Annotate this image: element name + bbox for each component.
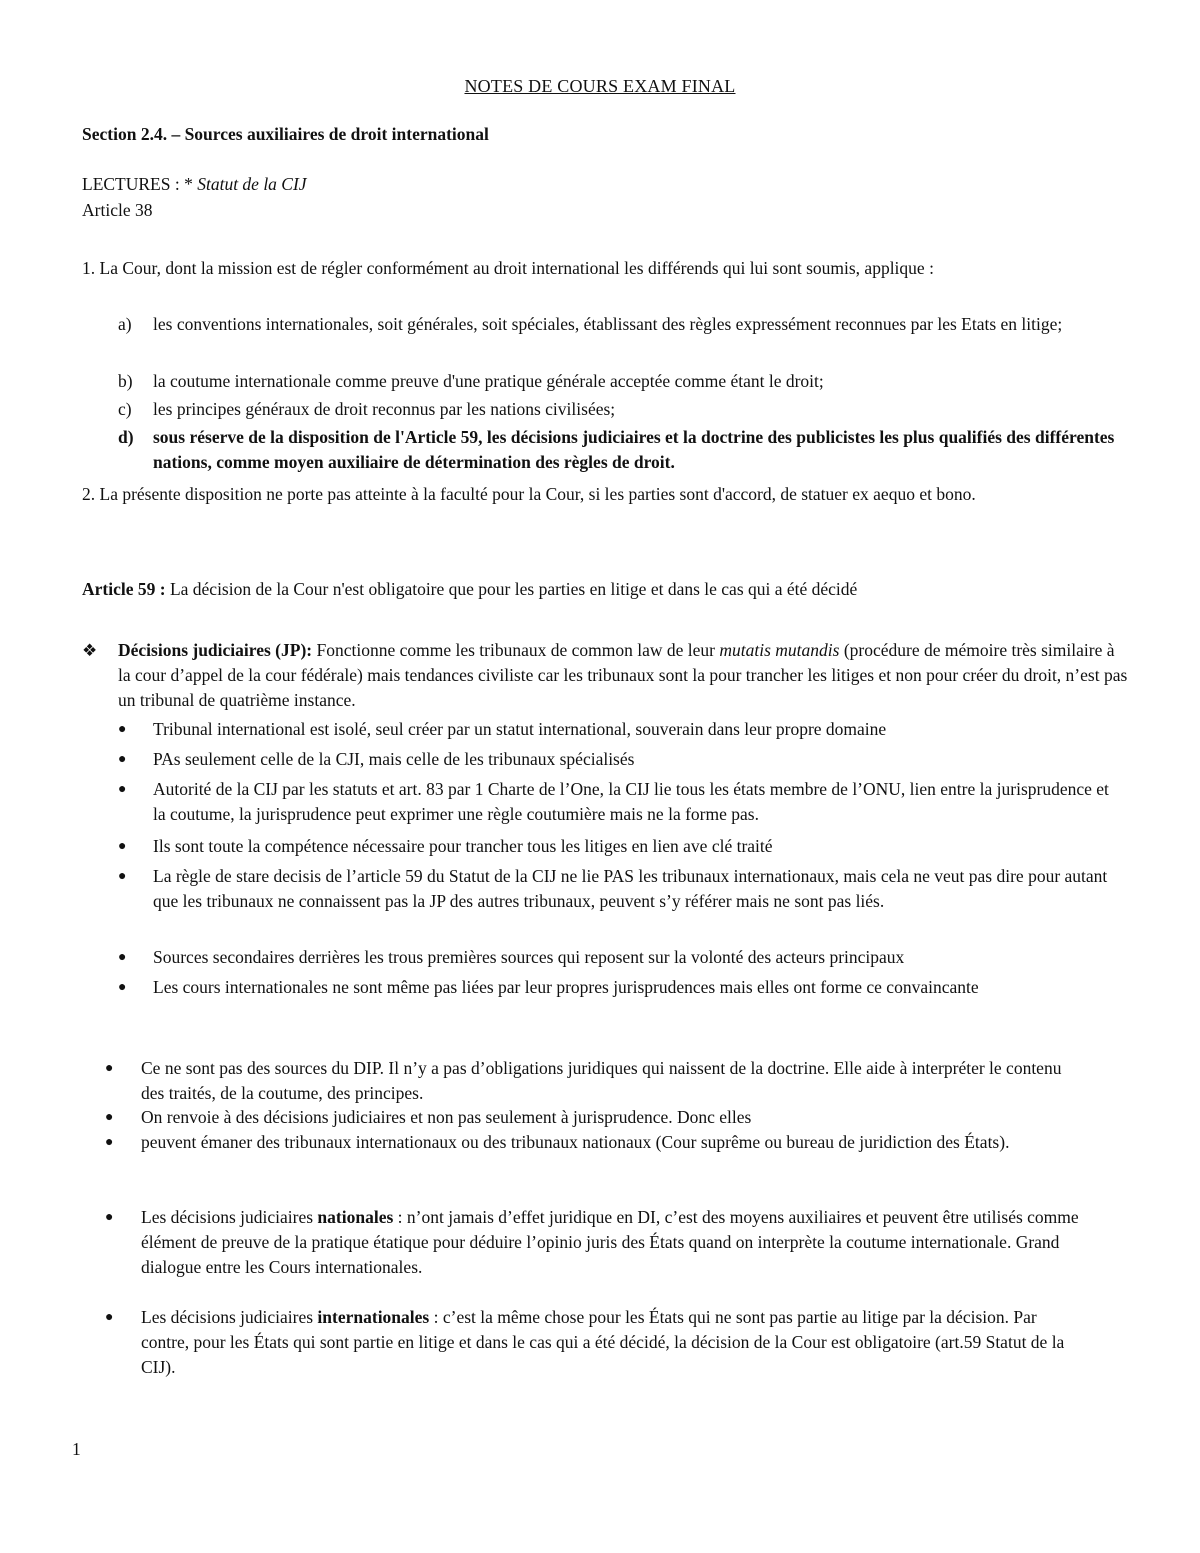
bullet-text: Ils sont toute la compétence nécessaire pour trancher tous les litiges en lien ave clé traité (153, 836, 773, 856)
diamond-bullet-icon: ❖ (82, 641, 98, 660)
item-marker: b) (118, 371, 133, 391)
lectures-line (82, 172, 1132, 197)
article38-paragraph-2: 2. La présente disposition ne porte pas atteinte à la faculté pour la Cour, si les parties sont d'accord, de statuer ex aequo et bono. (82, 484, 976, 504)
bullet-text (141, 1305, 1085, 1380)
bullet-icon: ● (118, 752, 127, 767)
bullet-text: On renvoie à des décisions judiciaires et non pas seulement à jurisprudence. Donc elles (141, 1107, 752, 1127)
lectures-work: Statut de la CIJ (197, 174, 307, 194)
article38-heading: Article 38 (82, 200, 153, 220)
item-text: les principes généraux de droit reconnus par les nations civilisées; (153, 399, 616, 419)
bullet-icon: ● (105, 1310, 114, 1325)
item-text: les conventions internationales, soit générales, soit spéciales, établissant des règles expressément reconnues par les Etats en litige; (153, 314, 1063, 334)
bullet-text: Autorité de la CIJ par les statuts et art. 83 par 1 Charte de l’One, la CIJ lie tous les états membre de l’ONU, lien entre la jurisprudence et la coutume, la jurisprudence peut exprimer une règle coutumière mais ne la forme pas. (153, 779, 1109, 824)
article38-item-c (118, 397, 1128, 422)
bullet-text (141, 1205, 1085, 1280)
decisions-bullet (118, 777, 1118, 827)
decisions-text-cont: (procédure de mémoire très similaire à la cour d’appel de la cour fédérale) mais tendances civiliste car les tribunaux sont la pour trancher les litiges et non pour créer du droit, n’est pas un tribunal de quatrième instance. (118, 640, 1128, 710)
bullet-icon: ● (118, 950, 127, 965)
article38-item-d (118, 425, 1128, 475)
article59-line (82, 577, 1132, 602)
bullet-icon: ● (105, 1135, 114, 1150)
nationales-bullet (105, 1205, 1085, 1280)
article59-label: Article 59 : (82, 579, 166, 599)
doctrine-bullet (105, 1130, 1085, 1155)
article38-paragraph-1: 1. La Cour, dont la mission est de régler conformément au droit international les différends qui lui sont soumis, applique : (82, 258, 934, 278)
internationales-after: : c’est la même chose pour les États qui ne sont pas partie au litige par la décision. Par contre, pour les États qui sont partie en litige et dans le cas qui a été décidé, la décision de la Cour est obligatoire (art.59 Statut de la CIJ). (141, 1307, 1065, 1377)
decisions-paragraph (118, 638, 1130, 713)
bullet-icon: ● (118, 980, 127, 995)
nationales-bold: nationales (317, 1207, 394, 1227)
section-heading: Section 2.4. – Sources auxiliaires de droit international (82, 124, 489, 144)
article59-text: La décision de la Cour n'est obligatoire que pour les parties en litige et dans le cas qui a été décidé (165, 579, 858, 599)
bullet-text: Sources secondaires derrières les trous premières sources qui reposent sur la volonté des acteurs principaux (153, 947, 905, 967)
bullet-icon: ● (118, 839, 127, 854)
decisions-italic: mutatis mutandis (719, 640, 840, 660)
lectures-label: LECTURES : * (82, 174, 198, 194)
decisions-bullet (118, 717, 1118, 742)
page-number: 1 (72, 1439, 81, 1459)
internationales-before: Les décisions judiciaires (141, 1307, 318, 1327)
bullet-text: PAs seulement celle de la CJI, mais celle de les tribunaux spécialisés (153, 749, 635, 769)
bullet-text: Ce ne sont pas des sources du DIP. Il n’y a pas d’obligations juridiques qui naissent de la doctrine. Elle aide à interpréter le contenu des traités, de la coutume, des principes. (141, 1058, 1062, 1103)
doctrine-bullet (105, 1105, 1085, 1130)
article38-item-b (118, 369, 1128, 394)
article38-item-a (118, 312, 1128, 337)
nationales-after: : n’ont jamais d’effet juridique en DI, c’est des moyens auxiliaires et peuvent être utilisés comme élément de preuve de la pratique étatique pour déduire l’opinio juris des États quand on interprète la coutume internationale. Grand dialogue entre les Cours internationales. (141, 1207, 1079, 1277)
doctrine-bullet (105, 1056, 1085, 1106)
item-text: la coutume internationale comme preuve d'une pratique générale acceptée comme étant le droit; (153, 371, 824, 391)
decisions-bullet (118, 975, 1118, 1000)
decisions-text: Fonctionne comme les tribunaux de common law de leur (312, 640, 720, 660)
decisions-label: Décisions judiciaires (JP): (118, 640, 313, 660)
bullet-text: Les cours internationales ne sont même pas liées par leur propres jurisprudences mais elles ont forme ce convaincante (153, 977, 979, 997)
bullet-icon: ● (118, 722, 127, 737)
bullet-icon: ● (105, 1210, 114, 1225)
bullet-icon: ● (118, 782, 127, 797)
bullet-text: Tribunal international est isolé, seul créer par un statut international, souverain dans leur propre domaine (153, 719, 887, 739)
bullet-icon: ● (118, 869, 127, 884)
nationales-before: Les décisions judiciaires (141, 1207, 318, 1227)
internationales-bullet (105, 1305, 1085, 1380)
decisions-bullet (118, 945, 1118, 970)
item-marker: c) (118, 399, 132, 419)
item-marker: a) (118, 314, 132, 334)
document-title: NOTES DE COURS EXAM FINAL (464, 76, 736, 96)
bullet-icon: ● (105, 1061, 114, 1076)
decisions-bullet (118, 864, 1118, 914)
bullet-icon: ● (105, 1110, 114, 1125)
bullet-text: La règle de stare decisis de l’article 59 du Statut de la CIJ ne lie PAS les tribunaux internationaux, mais cela ne veut pas dire pour autant que les tribunaux ne connaissent pas la JP des autres tribunaux, peuvent s’y référer mais ne sont pas liés. (153, 866, 1108, 911)
internationales-bold: internationales (317, 1307, 430, 1327)
decisions-bullet (118, 747, 1118, 772)
bullet-text: peuvent émaner des tribunaux internationaux ou des tribunaux nationaux (Cour suprême ou bureau de juridiction des États). (141, 1132, 1010, 1152)
decisions-bullet (118, 834, 1118, 859)
item-marker: d) (118, 427, 134, 447)
item-text: sous réserve de la disposition de l'Article 59, les décisions judiciaires et la doctrine des publicistes les plus qualifiés des différentes nations, comme moyen auxiliaire de détermination des règles de droit. (153, 427, 1115, 472)
